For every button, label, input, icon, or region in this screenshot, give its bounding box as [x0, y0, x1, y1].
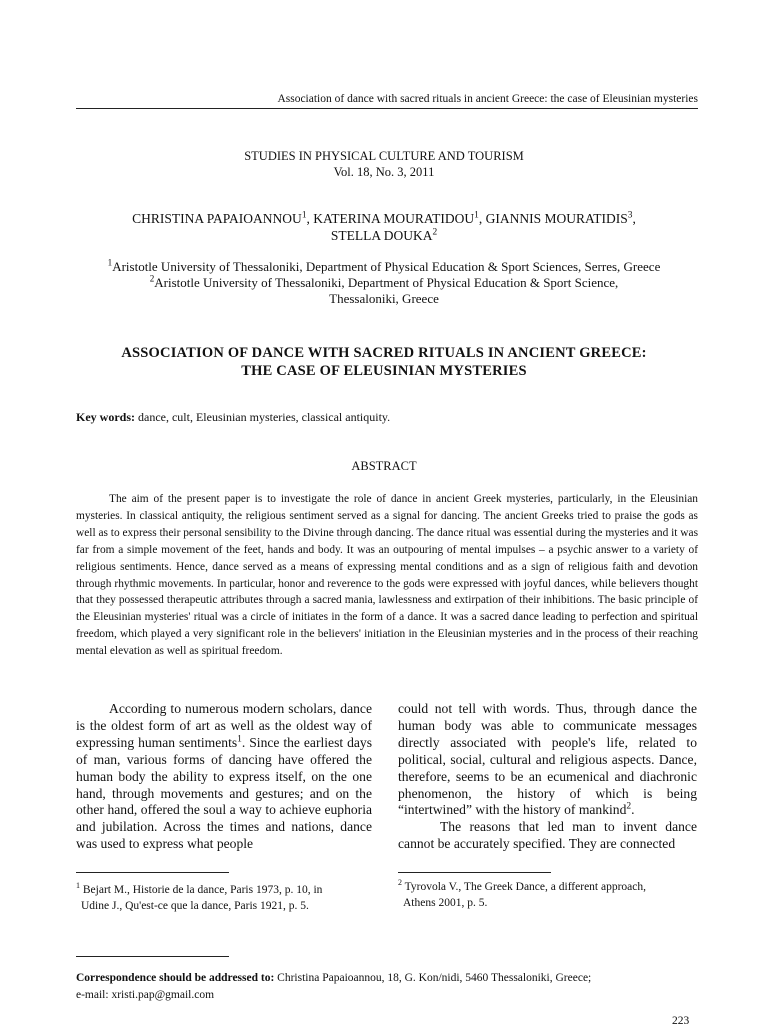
author-affiliation-mark: 1 [474, 210, 479, 221]
body-column-left [76, 701, 372, 853]
footnote-ref: 2 [626, 801, 632, 812]
author-name: CHRISTINA PAPAIOANNOU [132, 211, 302, 226]
paper-title [60, 344, 708, 380]
author-name: STELLA DOUKA [330, 228, 433, 243]
journal-volume: Vol. 18, No. 3, 2011 [333, 165, 435, 179]
journal-info [60, 148, 708, 180]
author-list: CHRISTINA PAPAIOANNOU$^1$, KATERINA MOURATIDOU$^1$, GIANNIS MOURATIDIS$^3$, STELLA DOUKA$^2$ [132, 210, 636, 243]
keywords-label: Key words: [76, 410, 135, 424]
abstract-heading: ABSTRACT [351, 459, 417, 473]
author-affiliation-mark: 2 [432, 227, 438, 238]
body-paragraph: could not tell with words. Thus, through dance the human body was able to communicate messages directly associated with people's life, related to political, social, cultural and religious aspects. Dance, therefore, seems to be an ecumenical and diachronic phenomenon, the history of which is being “intertwined” with the history of mankind$^2$. [398, 701, 697, 818]
affiliation-2: $^2$Aristotle University of Thessaloniki, Department of Physical Education & Sport Science, [149, 273, 619, 290]
abstract-text: The aim of the present paper is to investigate the role of dance in ancient Greek mysteries, particularly, in the Eleusinian mysteries. In classical antiquity, the religious sentiment served as a signal for dancing. The ancient Greeks tried to praise the gods as well as to express their personal sensibility to the Divine through dancing. The dance ritual was essential during the mysteries and it was far from a simple movement of the feet, hands and body. It was an outpouring of mental impulses – a psychic answer to a variety of religious sentiments. Hence, dance served as a means of expressing mental conditions and as a sign of religious faith and devotion through rhythmic movements. In particular, honor and reverence to the gods were expressed with joyful dances, while believers thought that they possessed therapeutic attributes through a sacred mania, lawlessness and extirpation of their inhibitions. The basic principle of the Eleusinian mysteries' ritual was a circle of initiates in the form of a dance. It was a sacred dance leading to perfection and spiritual freedom, which played a very significant role in the believers' initiation in the Eleusinian mysteries and in the process of their reaching mental elevation as well as spiritual freedom. [76, 493, 699, 658]
author-affiliation-mark: 1 [301, 210, 307, 221]
correspondence: Correspondence should be addressed to: Christina Papaioannou, 18, G. Kon/nidi, 5460 Thessaloniki, Greece; e-mail: xristi.pap@gmail.com [76, 970, 716, 1004]
footnote-1: $^1$ Bejart M., Historie de la dance, Paris 1973, p. 10, in Udine J., Qu'est-ce que la dance, Paris 1921, p. 5. [76, 881, 323, 912]
keywords [76, 410, 698, 425]
author-name: KATERINA MOURATIDOU [313, 211, 475, 226]
footnote-divider [398, 872, 551, 873]
paper-title-line: ASSOCIATION OF DANCE WITH SACRED RITUALS IN ANCIENT GREECE: [121, 345, 647, 361]
footnote-2: $^2$ Tyrovola V., The Greek Dance, a different approach, Athens 2001, p. 5. [398, 878, 647, 909]
author-affiliation-mark: 3 [627, 210, 633, 221]
page-number: 223 [672, 1015, 690, 1027]
author-name: GIANNIS MOURATIDIS [485, 211, 628, 226]
journal-name: STUDIES IN PHYSICAL CULTURE AND TOURISM [244, 149, 524, 163]
running-header [76, 93, 698, 109]
affiliation-2-city: Thessaloniki, Greece [329, 291, 439, 306]
affiliations [60, 259, 708, 307]
body-paragraph: According to numerous modern scholars, dance is the oldest form of art as well as the oldest way of expressing human sentiments$^1$. Since the earliest days of man, various forms of dancing have offered the human body the ability to express itself, on the one hand, through movements and gestures; and on the other hand, offered the soul a way to achieve euphoria and jubilation. Across the times and nations, dance was used to express what people [76, 701, 372, 852]
keywords-text: dance, cult, Eleusinian mysteries, classical antiquity. [135, 410, 391, 424]
footnote-divider [76, 872, 229, 873]
correspondence-email[interactable]: e-mail: xristi.pap@gmail.com [76, 989, 215, 1001]
affiliation-1: $^1$Aristotle University of Thessaloniki, Department of Physical Education & Sport Sciences, Serres, Greece [107, 257, 661, 274]
correspondence-label: Correspondence should be addressed to: [76, 972, 275, 984]
footnote-ref: 1 [237, 734, 242, 745]
running-title: Association of dance with sacred rituals in ancient Greece: the case of Eleusinian mysteries [277, 93, 698, 105]
paper-title-line: THE CASE OF ELEUSINIAN MYSTERIES [241, 363, 527, 379]
correspondence-divider [76, 956, 229, 957]
body-column-right [398, 701, 697, 853]
body-paragraph: The reasons that led man to invent dance cannot be accurately specified. They are connected [398, 819, 697, 852]
